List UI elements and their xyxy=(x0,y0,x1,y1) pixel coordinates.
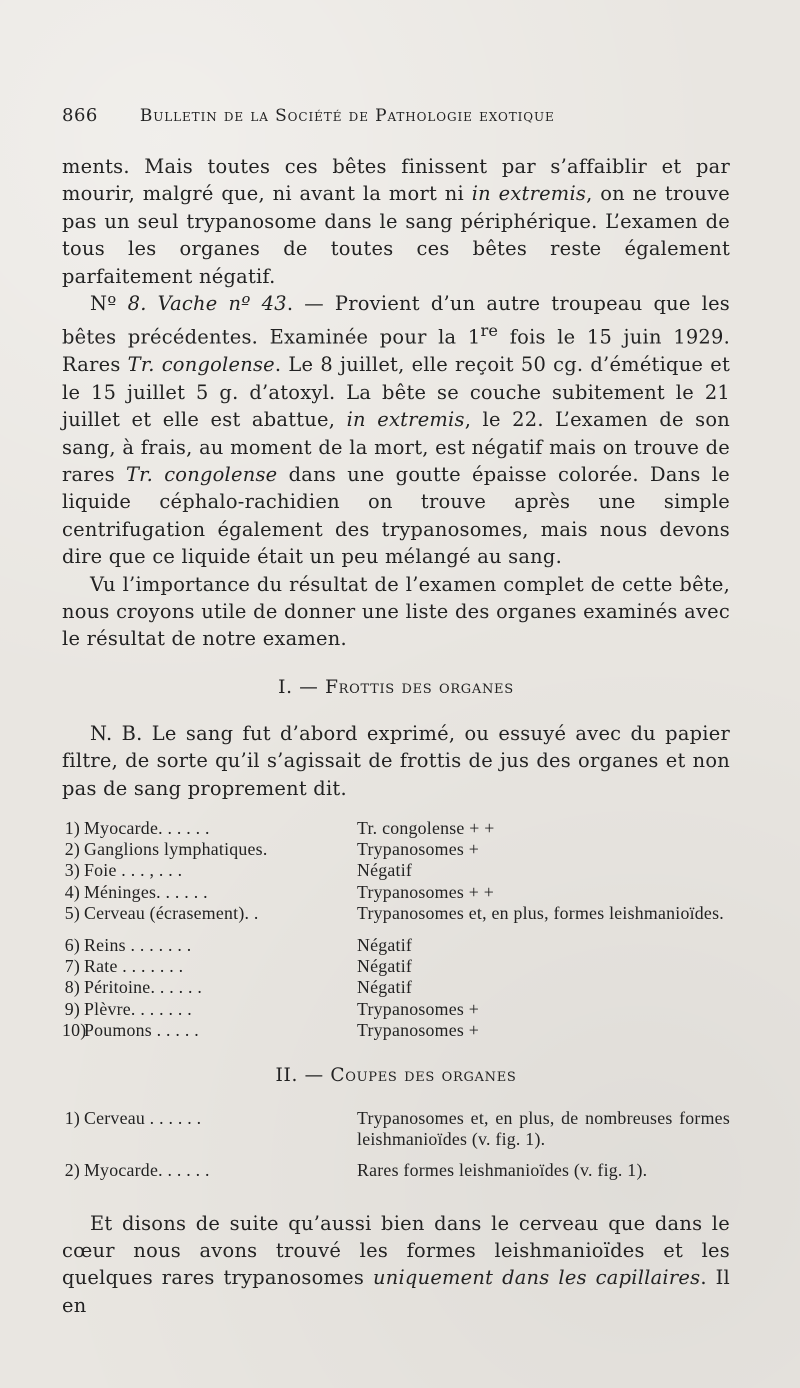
list-item xyxy=(62,839,730,860)
list-item xyxy=(62,1108,730,1150)
item-result: Trypanosomes et, en plus, formes leishmanioïdes. xyxy=(357,902,724,923)
page-header xyxy=(62,105,730,135)
list-item xyxy=(62,999,730,1020)
item-number: 1) xyxy=(64,818,80,838)
case-number-prefix: Nº xyxy=(90,292,117,316)
case-italic-3: Tr. congolense xyxy=(126,462,278,486)
section-1-title: I. — Frottis des organes xyxy=(278,676,514,698)
paragraph-3-text: Vu l’importance du résultat de l’examen complet de cette bête, nous croyons utile de donner une liste des organes examinés avec le résultat de notre examen. xyxy=(62,572,730,651)
item-number: 1) xyxy=(64,1108,80,1129)
item-number: 6) xyxy=(64,935,80,956)
closing-text-1: Et disons de suite qu’aussi bien dans le cerveau que dans le cœur nous avons trouvé les formes leishmanioïdes et les quelques rares trypanosomes xyxy=(62,1211,730,1290)
item-organ: Rate . . . . . . . xyxy=(84,956,184,977)
closing-paragraph xyxy=(62,1210,730,1320)
case-text-4: , le 22. L’examen de son sang, à frais, au moment de la mort, est négatif mais on trouve de rares xyxy=(62,408,730,486)
list-item xyxy=(62,860,730,881)
paragraph-continuation xyxy=(62,153,730,290)
item-number: 4) xyxy=(64,881,80,902)
section-2-title: II. — Coupes des organes xyxy=(275,1065,517,1087)
section-1-note: N. B. Le sang fut d’abord exprimé, ou essuyé avec du papier filtre, de sorte qu’il s’agissait de frottis de jus des organes et non pas de sang proprement dit. xyxy=(62,721,730,800)
item-result: Tr. congolense + + xyxy=(357,818,495,838)
case-italic-2: in extremis xyxy=(346,408,465,432)
list-item xyxy=(62,903,730,924)
item-organ: Plèvre. . . . . . . xyxy=(84,998,192,1019)
closing-italic: uniquement dans les capillaires xyxy=(372,1266,701,1290)
list-item xyxy=(62,1160,730,1181)
case-text-5: dans une goutte épaisse colorée. Dans le liquide céphalo-rachidien on trouve après une simple centrifugation également des trypanosomes, mais nous devons dire que ce liquide était un peu mélangé au sang. xyxy=(62,462,730,569)
paragraph-1-italic: in extremis xyxy=(471,182,587,206)
item-organ: Ganglions lymphatiques. xyxy=(84,839,268,860)
case-text-1: . — Provient d’un autre troupeau que les bêtes précédentes. Examinée pour la 1 xyxy=(62,292,730,349)
list-item xyxy=(62,818,730,839)
item-organ: Myocarde. . . . . . xyxy=(84,1160,210,1181)
item-number: 5) xyxy=(64,902,80,923)
list-item xyxy=(62,1020,730,1041)
list-item xyxy=(62,956,730,977)
case-text-3: . Le 8 juillet, elle reçoit 50 cg. d’émétique et le 15 juillet 5 g. d’atoxyl. La bête se couche subitement le 21 juillet et elle est abattue, xyxy=(62,353,731,432)
case-text-2: fois le 15 juin 1929. Rares xyxy=(62,325,730,377)
item-organ: Myocarde. . . . . . xyxy=(84,818,210,838)
paragraph-1-text: ments. Mais toutes ces bêtes finissent par s’affaiblir et par mourir, malgré que, ni avant la mort ni xyxy=(62,155,730,206)
item-result: Trypanosomes + xyxy=(357,839,480,860)
case-number: 8. Vache nº 43 xyxy=(116,292,287,316)
item-number: 10) xyxy=(62,1019,87,1040)
case-sup: re xyxy=(480,321,499,341)
item-result: Trypanosomes + xyxy=(357,998,480,1019)
item-organ: Péritoine. . . . . . xyxy=(84,977,203,998)
item-organ: Reins . . . . . . . xyxy=(84,935,192,956)
coupes-list xyxy=(62,1108,730,1182)
item-number: 3) xyxy=(64,860,80,881)
page-body xyxy=(62,153,730,1319)
item-result: Négatif xyxy=(357,956,413,977)
list-item xyxy=(62,977,730,998)
item-organ: Foie . . . , . . . xyxy=(84,860,183,881)
frottis-list xyxy=(62,818,730,1041)
item-organ: Méninges. . . . . . xyxy=(84,881,208,902)
item-result: Trypanosomes + xyxy=(357,1019,480,1040)
running-title: Bulletin de la Société de Pathologie exotique xyxy=(139,106,555,126)
item-result: Négatif xyxy=(357,977,413,998)
item-result: Rares formes leishmanioïdes (v. fig. 1). xyxy=(357,1160,648,1181)
paragraph-case-8 xyxy=(62,290,730,571)
list-item xyxy=(62,935,730,956)
list-item xyxy=(62,882,730,903)
closing-text-2: . Il en xyxy=(62,1266,731,1317)
item-number: 2) xyxy=(64,1160,80,1181)
item-number: 9) xyxy=(64,998,80,1019)
case-italic-1: Tr. congolense xyxy=(127,353,275,377)
item-organ: Cerveau . . . . . . xyxy=(84,1108,202,1129)
page-number: 866 xyxy=(62,105,98,126)
item-result: Trypanosomes + + xyxy=(357,881,495,902)
paragraph-1-text-2: , on ne trouve pas un seul trypanosome dans le sang périphérique. L’examen de tous les organes de toutes ces bêtes reste également parfaitement négatif. xyxy=(62,182,731,288)
paragraph-importance xyxy=(62,571,730,653)
item-organ: Poumons . . . . . xyxy=(84,1019,199,1040)
item-result: Négatif xyxy=(357,935,413,956)
item-number: 2) xyxy=(64,839,80,860)
item-result: Trypanosomes et, en plus, de nombreuses formes leishmanioïdes (v. fig. 1). xyxy=(357,1108,730,1150)
item-organ: Cerveau (écrasement). . xyxy=(84,902,259,923)
item-number: 8) xyxy=(64,977,80,998)
item-result: Négatif xyxy=(357,860,413,881)
item-number: 7) xyxy=(64,956,80,977)
